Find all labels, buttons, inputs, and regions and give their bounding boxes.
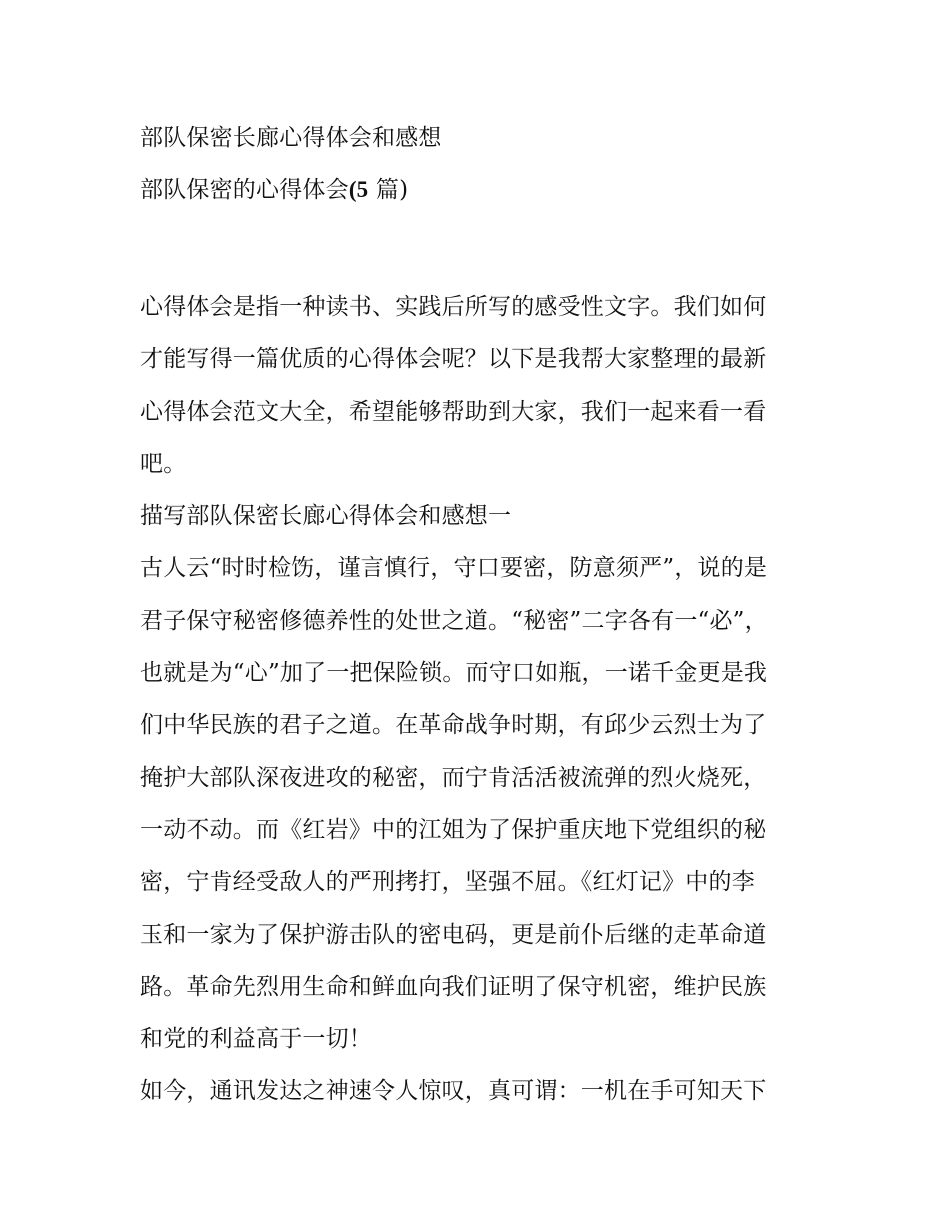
title-line-2	[140, 164, 820, 216]
body-line: 才能写得一篇优质的心得体会呢？以下是我帮大家整理的最新	[140, 346, 767, 373]
title-line-1: 部队保密长廊心得体会和感想	[140, 125, 442, 151]
document-body	[140, 281, 812, 1118]
body-line: 们中华民族的君子之道。在革命战争时期，有邱少云烈士为了	[140, 712, 767, 739]
body-line: 一动不动。而《红岩》中的江姐为了保护重庆地下党组织的秘	[140, 816, 767, 843]
document-title	[140, 112, 820, 217]
body-line: 吧。	[140, 450, 187, 477]
body-line: 心得体会是指一种读书、实践后所写的感受性文字。我们如何	[140, 294, 767, 320]
title-count: (5	[348, 177, 369, 203]
title-suffix: 篇)	[375, 177, 409, 204]
body-line: 和党的利益高于一切！	[140, 1026, 372, 1053]
body-line: 密，宁肯经受敌人的严刑拷打，坚强不屈。《红灯记》中的李	[140, 869, 755, 896]
body-line: 路。革命先烈用生命和鲜血向我们证明了保守机密，维护民族	[140, 973, 767, 1000]
body-line: 君子保守秘密修德养性的处世之道。“秘密”二字各有一“必”，	[140, 607, 768, 634]
body-line: 如今，通讯发达之神速令人惊叹，真可谓：一机在手可知天下	[140, 1078, 767, 1105]
body-line: 心得体会范文大全，希望能够帮助到大家，我们一起来看一看	[140, 398, 767, 425]
body-line: 也就是为“心”加了一把保险锁。而守口如瓶，一诺千金更是我	[140, 660, 768, 687]
body-line: 掩护大部队深夜进攻的秘密，而宁肯活活被流弹的烈火烧死，	[140, 764, 767, 791]
body-line: 玉和一家为了保护游击队的密电码，更是前仆后继的走革命道	[140, 921, 767, 948]
title-line-2-text: 部队保密的心得体会	[140, 177, 349, 204]
body-line: 古人云“时时检饬，谨言慎行，守口要密，防意须严”，说的是	[140, 555, 768, 582]
section-heading: 描写部队保密长廊心得体会和感想一	[140, 503, 512, 530]
